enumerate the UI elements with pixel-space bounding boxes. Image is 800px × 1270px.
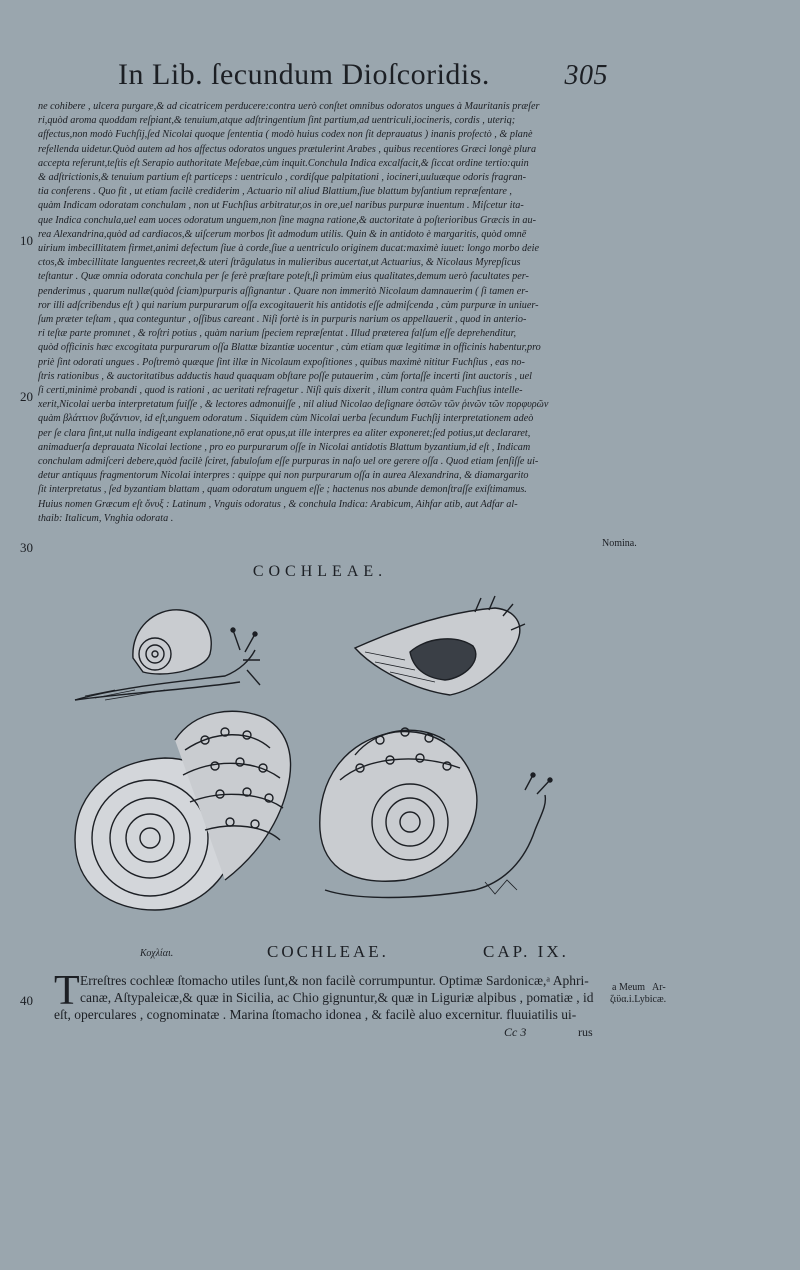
chapter-greek-name: Κοχλίαι.: [140, 948, 174, 959]
commentary-line: ctos,& imbecillitate languentes recreet,& uteri ſtrāgulatus in mulieribus aucertat,ut Actuarius, & Nicolaus Myrepſicus: [38, 257, 521, 269]
commentary-line: xerit,Nicolai uerba interpretatum fuiſſe , & lectores admonuiſſe , nil aliud Nicolao deſignare ὀστῶν τῶν ῥινῶν τῶν πορφυρῶν: [38, 399, 549, 411]
commentary-line: affectus,non modò Fuchſij,ſed Nicolai quoque ſententia ( modò huius codex non ſit deprauatus ) inanis profectò , & planè: [38, 129, 533, 141]
page-number: 305: [564, 60, 608, 91]
chapter-number: CAP. IX.: [483, 942, 569, 961]
line-number-40: 40: [20, 993, 33, 1008]
commentary-line: ſi certi,minimè probandi , quod is rationi , ac ueritati refragetur . Niſi quis dixerit , illum contra quàm Fuchſius intelle-: [38, 385, 523, 397]
chapter-line: eſt, operculares , cognominatæ . Marina ſtomacho idonea , & facilè aluo excernitur. fluuiatilis ui-: [54, 1007, 577, 1022]
margin-note-a: a Meum: [612, 982, 646, 993]
chapter-line: Erreſtres cochleæ ſtomacho utiles ſunt,& non facilè corrumpuntur. Optimæ Sardonicæ,ᵃ Aphri-: [80, 973, 589, 988]
commentary-line: penderimus , quarum nullæ(quòd ſciam)purpuris aſſignantur . Quare non immeritò Nicolaum damnauerim ( ſi tamen er-: [38, 285, 529, 297]
commentary-line: ror illi adſcribendus eſt ) qui narium purpurarum oſſa excogitauerit his antidotis eſſe admiſcenda , cùm purpuræ in uniuer-: [38, 299, 539, 311]
commentary-text: [38, 100, 598, 526]
commentary-line: ſum præter teſtam , qua conteguntur , oſſibus careant . Niſi fortè is in purpuris narium os appellauerit , quod in anterio-: [38, 314, 527, 326]
margin-note-nomina: Nomina.: [602, 538, 637, 549]
commentary-line: Huius nomen Græcum eſt ὄνυξ : Latinum , Vnguis odoratus , & conchula Indica: Arabicum, Aihfar atib, aut Adfar al-: [38, 498, 518, 510]
commentary-line: quàm Indicam odoratam conchulam , non ut Fuchſius arbitratur,os in ore,uel naribus purpuræ inuentum . Miſcetur ita-: [38, 200, 524, 212]
crawling-snail-figure: [320, 728, 552, 898]
commentary-line: priè ſint odorati ungues . Poſtremò quæque ſint illæ in Nicolaum expoſitiones , quibus maximè nititur Fuchſius , eas no-: [38, 356, 525, 368]
commentary-line: ſit interpretatus , ſed byzantiam blattam , quam odoratum unguem eſſe ; hactenus nos abunde demonſtraſſe exiſtimamus.: [38, 484, 527, 496]
snails-woodcut-illustration: [55, 590, 615, 935]
commentary-line: rea Alexandrina,quòd ad cardiacos,& uiſcerum morbos ſit admodum utilis. Quin & in antidoto è margaritis, quòd omnē: [38, 228, 527, 240]
margin-note-b: ζιϋα.i.Lybicæ.: [610, 994, 667, 1005]
commentary-line: ri,quòd aroma quoddam reſpiant,& tenuium,atque adſtringentium ſint partium,ad uentriculi,iocineris, cordis , uteriq;: [38, 115, 516, 127]
commentary-line: refellenda uidetur.Quòd autem ad hos affectus odoratos ungues prætulerint Arabes , quibus recentiores Græci longè plura: [38, 143, 537, 155]
commentary-line: ri teſtæ parte promınet , & roſtri potius , quàm narium ſpeciem repræſentat . Illud præterea falſum eſſe deprehenditur,: [38, 328, 517, 340]
commentary-line: animaduerſa deprauata Nicolai lectione , pro eo purpurarum oſſe in Nicolai antidotis Blattum byzantium,id eſt , Indicam: [38, 441, 531, 453]
line-number-30: 30: [20, 540, 33, 555]
commentary-line: thaib: Italicum, Vnghia odorata .: [38, 512, 174, 524]
commentary-line: tia conferens . Quo fit , ut etiam facilè crediderim , Actuario nil aliud Blattium,ſiue blattum byſantium repræſentare ,: [38, 186, 512, 198]
commentary-line: ne cohibere , ulcera purgare,& ad cicatricem perducere:contra uerò conſtet omnibus odoratos ungues à Mauritanis præſer: [38, 101, 540, 112]
commentary-line: que Indica conchula,uel eam uoces odoratum unguem,non ſine magna ratione,& auctoritate à poſterioribus Græcis in au-: [38, 214, 536, 226]
chapter-title: COCHLEAE.: [267, 942, 389, 961]
commentary-line: teſtantur . Quæ omnia odorata conchula per ſe ferè præſtare poteſt,ſi primùm eius qualitates,demum uerò facultates per-: [38, 271, 529, 283]
commentary-line: per ſe clara ſint,ut nulla indigeant explanatione,nō erat opus,ut ille interpres ea aliter exponeret;ſed potius,ut declararet,: [38, 427, 531, 439]
page-header-title: In Lib. ſecundum Dioſcoridis.: [118, 58, 490, 91]
line-number-10: 10: [20, 233, 33, 248]
commentary-line: ſtris rationibus , & auctoritatibus adductis haud quaquam obſtare poſſe putauerim , cùm fortaſſe incerti ſint auctoris , uel: [38, 370, 532, 382]
chapter-text: [54, 968, 599, 1023]
spiral-shell-figure: [75, 711, 291, 910]
margin-note-a-cont: Ar-: [652, 982, 666, 993]
commentary-line: detur antiquus fragmentorum Nicolai interpres : quippe qui non purpurarum oſſa in aurea Alexandrina, & diamargarito: [38, 470, 529, 482]
signature-mark: Cc 3: [504, 1025, 527, 1039]
line-number-20: 20: [20, 389, 33, 404]
commentary-line: quàm βλάττιον βυζάντιον, id eſt,unguem odoratum . Siquidem cùm Nicolai uerba ſecundum Fuchſij interpretationem adeò: [38, 413, 534, 425]
catchword: rus: [578, 1025, 593, 1039]
sea-shell-figure: [355, 596, 525, 695]
commentary-line: & adſtrictionis,& tenuium partium eſt particeps : uentriculo , cordiſque palpitationi , iocineri,uuluæque odoris fragran-: [38, 172, 527, 184]
commentary-line: accepta referunt,teſtis eſt Serapio authoritate Meſebae,cùm inquit.Conchula Indica excalfacit,& ſiccat ordine tertio:quin: [38, 157, 529, 169]
chapter-line: canæ, Aſtypaleicæ,& quæ in Sicilia, ac Chio gignuntur,& quæ in Liguriæ alpibus , pomatiæ , id: [80, 990, 594, 1005]
commentary-line: conchulam admiſceri debere,quòd facilè ſciret, fabuloſum eſſe purpuras in naſo uel ore gerere oſſa . Quod etiam ſenſiſſe ui-: [38, 456, 539, 468]
commentary-line: quòd officinis hæc excogitata purpurarum oſſa Blattæ bizantiæ uocentur , cùm etiam quæ legitimæ in officinis habentur,pro: [38, 342, 541, 354]
land-snail-figure: [75, 610, 260, 700]
figure-title: COCHLEAE.: [252, 563, 388, 580]
commentary-line: uirium imbecillitatem firmet,animi defectum ſiue à corde,ſiue a uentriculo originem ducat:maximè iuuet: longo morbo deie: [38, 243, 539, 255]
drop-cap: T: [54, 968, 80, 1014]
running-head: [118, 58, 608, 92]
chapter-heading: [40, 942, 600, 966]
